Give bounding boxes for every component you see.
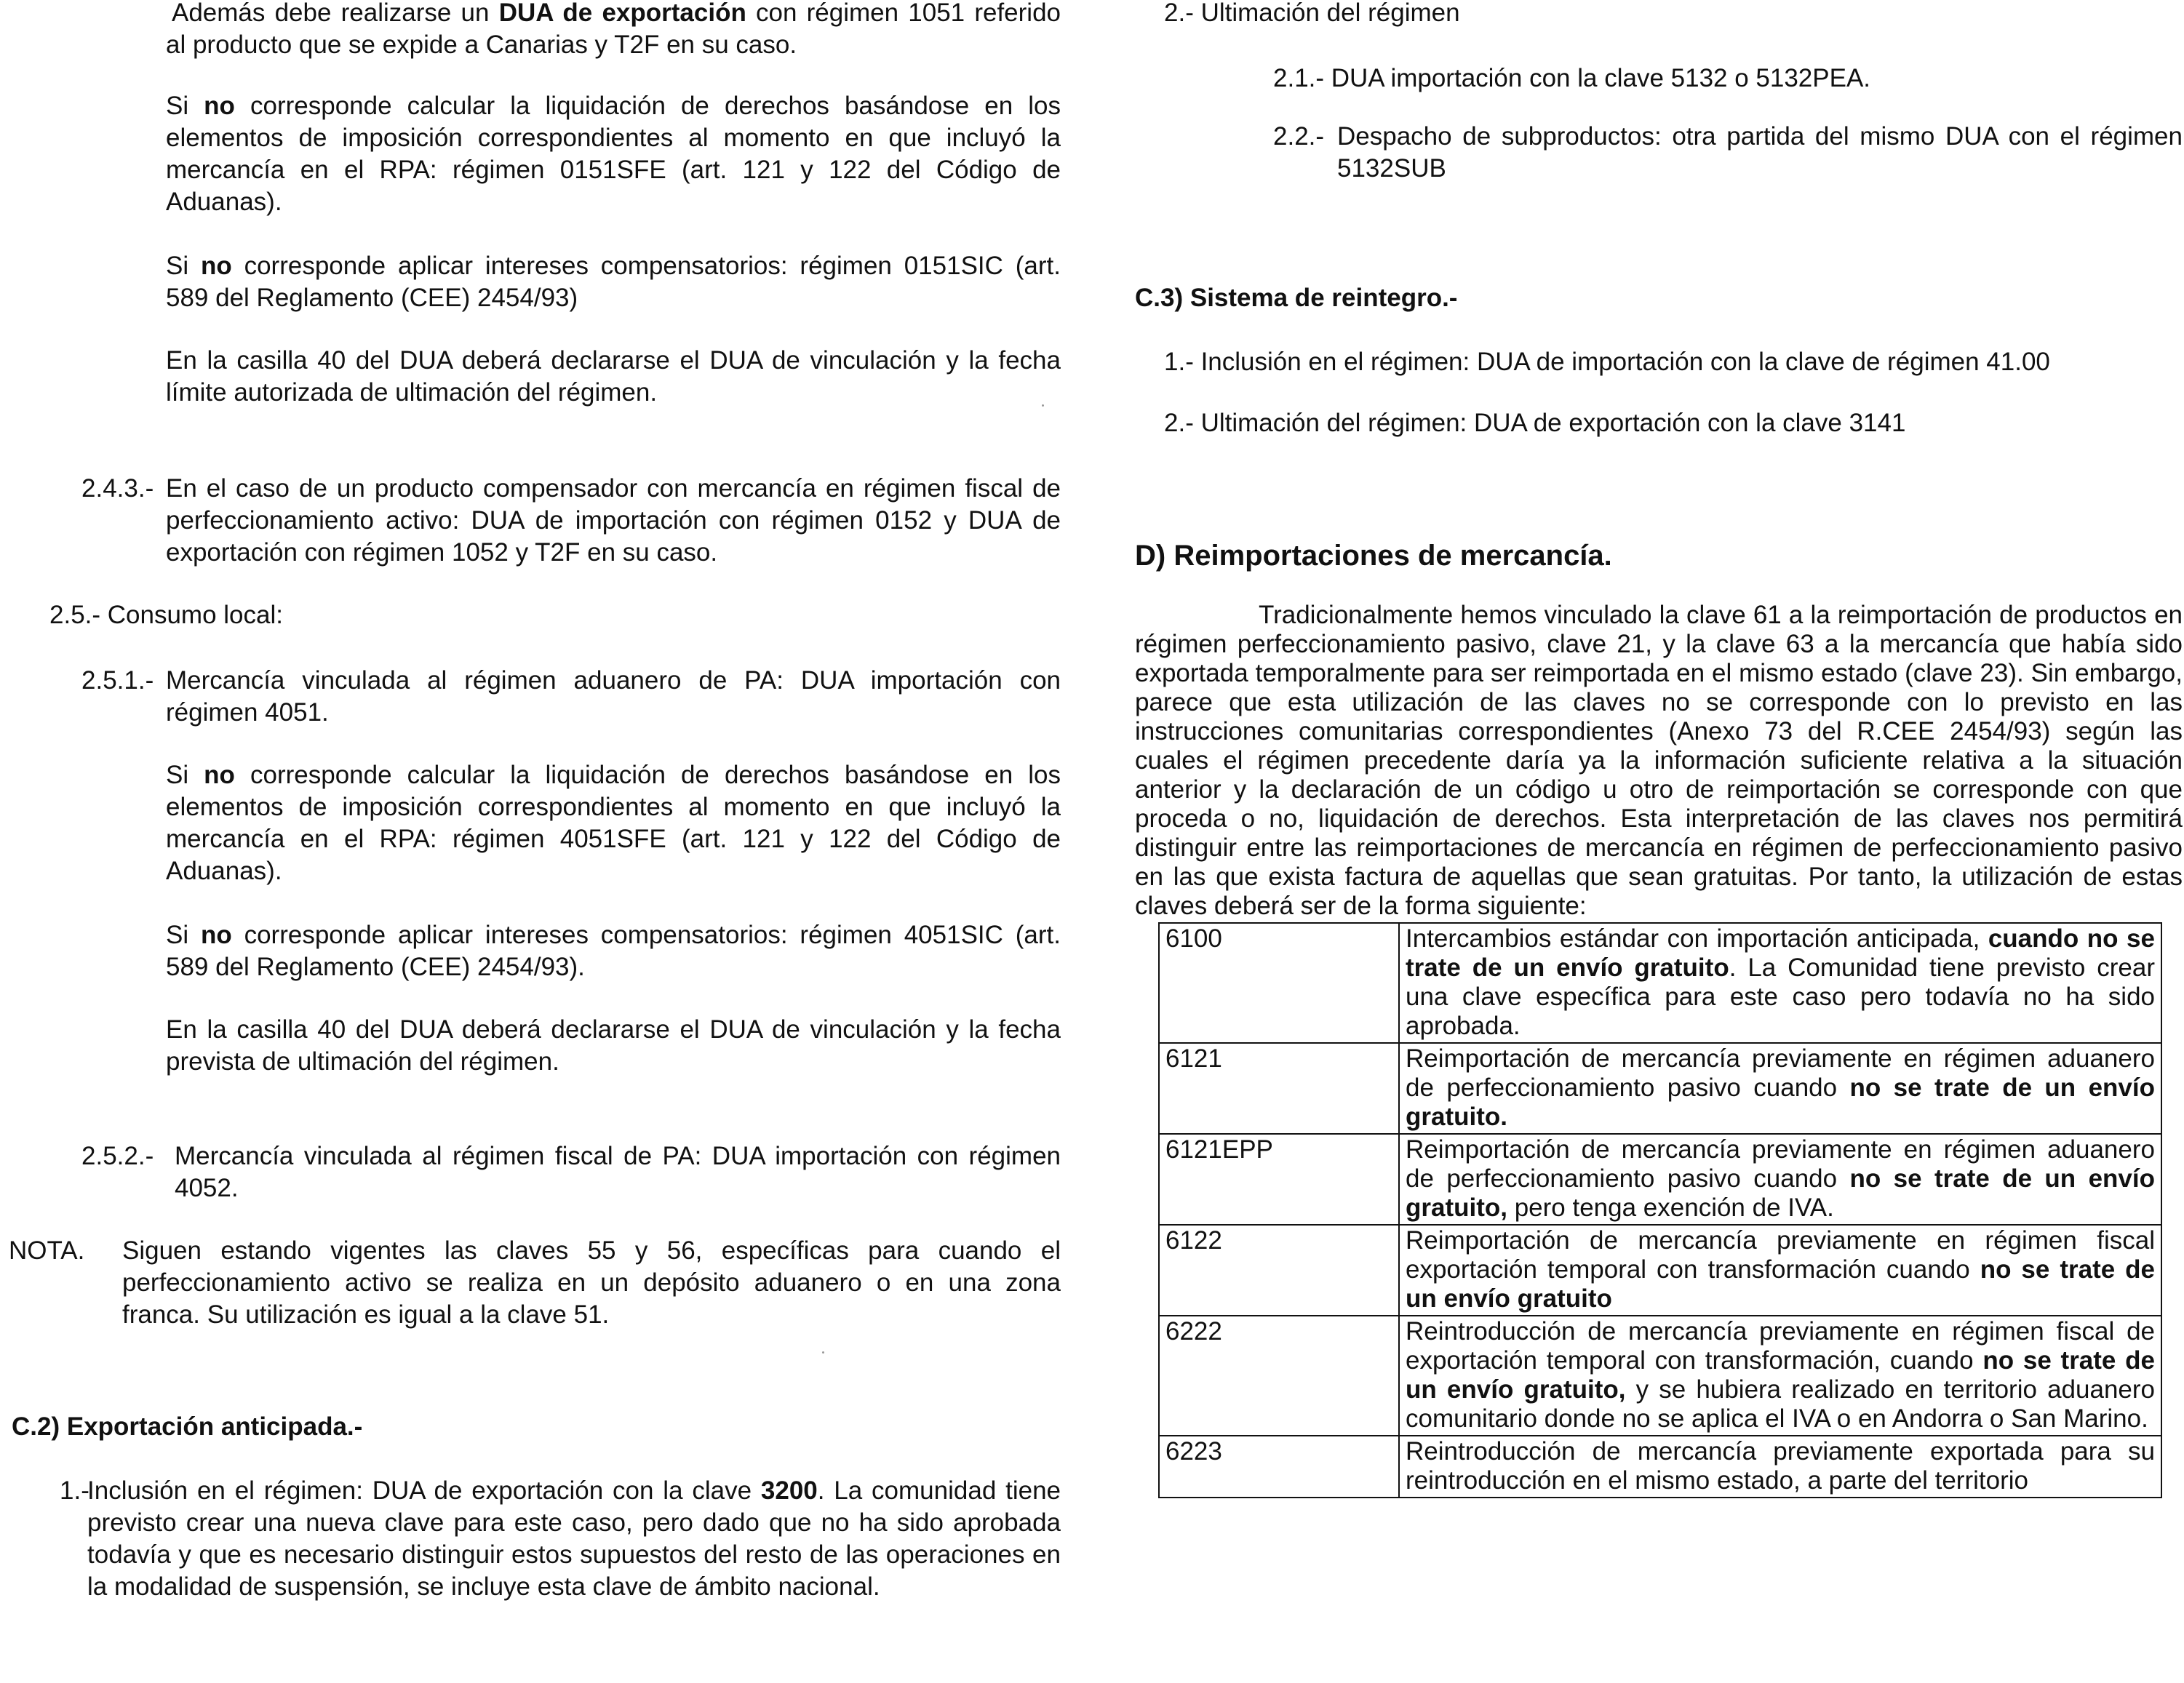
code-cell: 6122 (1159, 1225, 1399, 1316)
description-text: y se hubiera realizado en territorio aduanero comunitario donde no se aplica el IVA o en Andorra o San Marino. (1406, 1375, 2156, 1433)
paragraph-no-intereses: Si no corresponde aplicar intereses compensatorios: régimen 0151SIC (art. 589 del Reglamento (CEE) 2454/93) (166, 252, 1061, 312)
heading-c3: C.3) Sistema de reintegro.- (1135, 284, 1458, 312)
section-2-5-1 (81, 665, 1061, 730)
heading-c2: C.2) Exportación anticipada.- (12, 1412, 363, 1441)
table-row (1159, 1043, 2161, 1134)
code-cell: 6100 (1159, 923, 1399, 1043)
section-text: Mercancía vinculada al régimen fiscal de PA: DUA importación con régimen 4052. (175, 1142, 1061, 1202)
ultimacion-heading: 2.- Ultimación del régimen (1164, 0, 1460, 27)
paragraph-casilla-40: En la casilla 40 del DUA deberá declararse el DUA de vinculación y la fecha límite autorizada de ultimación del régimen. (166, 346, 1061, 407)
table-row (1159, 1134, 2161, 1225)
scan-speck (822, 1351, 824, 1354)
description-text: Reimportación de mercancía previamente en régimen fiscal exportación temporal con transformación cuando (1406, 1226, 2155, 1284)
description-emphasis: cuando no se trate de un envío gratuito (1406, 924, 2155, 982)
item-text: Inclusión en el régimen: DUA de exportación con la clave 3200. La comunidad tiene previsto crear una nueva clave para este caso, pero dado que no ha sido aprobada todavía y que es necesario distinguir estos supuestos del resto de las operaciones en la modalidad de suspensión, se incluye esta clave de ámbito nacional. (87, 1476, 1061, 1601)
code-cell: 6121EPP (1159, 1134, 1399, 1225)
item-2-1: 2.1.- DUA importación con la clave 5132 o 5132PEA. (1273, 64, 1871, 92)
description-emphasis: no se trate de un envío gratuito. (1406, 1074, 2155, 1131)
table-row (1159, 1316, 2161, 1436)
section-2-5-2 (81, 1140, 1061, 1206)
section-number: 2.5.2.- (81, 1142, 154, 1170)
section-number: 2.5.1.- (81, 666, 154, 695)
description-text: Intercambios estándar con importación anticipada, (1406, 924, 1988, 953)
description-cell (1399, 923, 2161, 1043)
c3-item-2: 2.- Ultimación del régimen: DUA de exportación con la clave 3141 (1164, 409, 1906, 437)
c2-item-1 (49, 1475, 1061, 1642)
description-cell (1399, 1134, 2161, 1225)
description-text: Reimportación de mercancía previamente en régimen aduanero de perfeccionamiento pasivo cuando (1406, 1135, 2155, 1193)
heading-d: D) Reimportaciones de mercancía. (1135, 540, 1612, 572)
section-text: Mercancía vinculada al régimen aduanero de PA: DUA importación con régimen 4051. (166, 666, 1061, 727)
code-cell: 6222 (1159, 1316, 1399, 1436)
item-text: Despacho de subproductos: otra partida del mismo DUA con el régimen 5132SUB (1337, 122, 2183, 183)
paragraph-casilla-40-prevista: En la casilla 40 del DUA deberá declararse el DUA de vinculación y la fecha prevista de ultimación del régimen. (166, 1015, 1061, 1076)
description-text: pero tenga exención de IVA. (1507, 1194, 1834, 1222)
table-row (1159, 1436, 2161, 1498)
description-text: Reimportación de mercancía previamente en régimen aduanero de perfeccionamiento pasivo cuando (1406, 1044, 2155, 1102)
paragraph-no-intereses-4051: Si no corresponde aplicar intereses compensatorios: régimen 4051SIC (art. 589 del Reglamento (CEE) 2454/93). (166, 921, 1061, 981)
section-2-5-heading: 2.5.- Consumo local: (49, 601, 283, 629)
nota-block (9, 1235, 1061, 1337)
item-2-2 (1273, 121, 2183, 186)
item-number: 2.2.- (1273, 122, 1325, 151)
paragraph-reimportaciones: Tradicionalmente hemos vinculado la clave 61 a la reimportación de productos en régimen perfeccionamiento pasivo, clave 21, y la clave 63 a la mercancía que había sido exportada temporalmente para ser reimportada en el mismo estado (clave 23). Sin embargo, parece que esta utilización de las claves no se corresponde con lo previsto en las instrucciones comunitarias correspondientes (Anexo 73 del R.CEE 2454/93) según las cuales el régimen precedente daría ya la información suficiente relativa a la situación anterior y la declaración de un código u otro de reimportación se corresponde con que proceda o no, liquidación de derechos. Esta interpretación de las claves nos permitirá distinguir entre las reimportaciones de mercancía en régimen de perfeccionamiento pasivo en las que exista factura de aquellas que sean gratuitas. Por tanto, la utilización de estas claves deberá ser de la forma siguiente: (1135, 601, 2183, 920)
nota-text: Siguen estando vigentes las claves 55 y 56, específicas para cuando el perfeccionamiento activo se realiza en un depósito aduanero o en una zona franca. Su utilización es igual a la clave 51. (122, 1236, 1061, 1329)
description-text: . La Comunidad tiene previsto crear una clave específica para este caso pero todavía no ha sido aprobada. (1406, 954, 2155, 1040)
code-cell: 6223 (1159, 1436, 1399, 1498)
description-emphasis: no se trate de un envío gratuito (1406, 1255, 2155, 1313)
nota-label: NOTA. (9, 1236, 85, 1265)
table-row (1159, 923, 2161, 1043)
description-cell (1399, 1043, 2161, 1134)
section-text: En el caso de un producto compensador con mercancía en régimen fiscal de perfeccionamiento activo: DUA de importación con régimen 0152 y DUA de exportación con régimen 1052 y T2F en su caso. (166, 474, 1061, 567)
item-number: 1.- (60, 1476, 89, 1505)
section-2-4-3 (81, 473, 1061, 575)
code-cell: 6121 (1159, 1043, 1399, 1134)
section-number: 2.4.3.- (81, 474, 154, 503)
paragraph-no-liquidacion-4051: Si no corresponde calcular la liquidación de derechos basándose en los elementos de imposición correspondientes al momento en que incluyó la mercancía en el RPA: régimen 4051SFE (art. 121 y 122 del Código de Aduanas). (166, 761, 1061, 885)
description-emphasis: no se trate de un envío gratuito, (1406, 1164, 2155, 1222)
paragraph-no-liquidacion: Si no corresponde calcular la liquidación de derechos basándose en los elementos de imposición correspondientes al momento en que incluyó la mercancía en el RPA: régimen 0151SFE (art. 121 y 122 del Código de Aduanas). (166, 92, 1061, 216)
description-cell (1399, 1316, 2161, 1436)
paragraph-dua-export: Además debe realizarse un DUA de exportación con régimen 1051 referido al producto que se expide a Canarias y T2F en su caso. (166, 0, 1061, 59)
c3-item-1: 1.- Inclusión en el régimen: DUA de importación con la clave de régimen 41.00 (1164, 348, 2050, 376)
description-text: Reintroducción de mercancía previamente en régimen fiscal de exportación temporal con transformación, cuando (1406, 1317, 2155, 1375)
description-text: Reintroducción de mercancía previamente exportada para su reintroducción en el mismo estado, a parte del territorio (1406, 1437, 2155, 1495)
codes-table-body (1159, 923, 2161, 1498)
table-row (1159, 1225, 2161, 1316)
scan-speck (1042, 404, 1044, 407)
description-cell (1399, 1225, 2161, 1316)
description-emphasis: no se trate de un envío gratuito, (1406, 1346, 2155, 1404)
codes-table (1158, 922, 2162, 1498)
description-cell (1399, 1436, 2161, 1498)
